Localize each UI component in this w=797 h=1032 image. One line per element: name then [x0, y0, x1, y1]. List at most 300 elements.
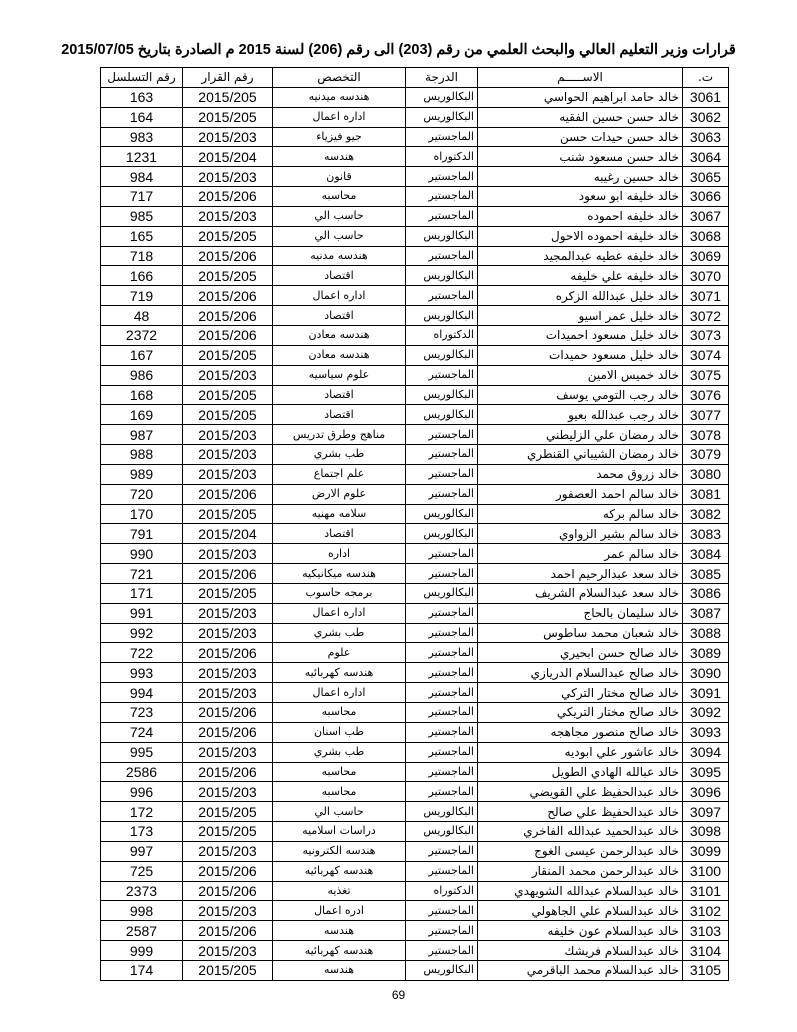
decision-number-cell: 2015/204: [183, 524, 273, 544]
specialty-cell: هندسه مدنيه: [273, 246, 406, 266]
name-cell: خالد خليل مسعود حميدات: [478, 345, 683, 365]
decision-number-cell: 2015/206: [183, 484, 273, 504]
decision-number-cell: 2015/205: [183, 822, 273, 842]
name-cell: خالد خليل عبدالله الزكره: [478, 286, 683, 306]
specialty-cell: تغذيه: [273, 881, 406, 901]
specialty-cell: هندسه كهربائيه: [273, 941, 406, 961]
specialty-cell: هندسه ميدنيه: [273, 87, 406, 107]
serial-number-cell: 791: [101, 524, 183, 544]
decision-number-cell: 2015/205: [183, 405, 273, 425]
name-cell: خالد سعد عبدالسلام الشريف: [478, 583, 683, 603]
decision-number-cell: 2015/206: [183, 187, 273, 207]
serial-number-cell: 989: [101, 464, 183, 484]
name-cell: خالد عبالله الهادي الطويل: [478, 762, 683, 782]
specialty-cell: اقتصاد: [273, 385, 406, 405]
decision-number-cell: 2015/206: [183, 921, 273, 941]
degree-cell: الماجستير: [406, 564, 478, 584]
degree-cell: الماجستير: [406, 127, 478, 147]
degree-cell: البكالوريس: [406, 226, 478, 246]
table-row: [101, 445, 729, 465]
name-cell: خالد عبدالسلام فريشك: [478, 941, 683, 961]
decision-number-cell: 2015/205: [183, 802, 273, 822]
table-body: [101, 87, 729, 980]
name-cell: خالد خليفه ابو سعود: [478, 187, 683, 207]
row-number-cell: 3100: [683, 861, 729, 881]
serial-number-cell: 1231: [101, 147, 183, 167]
degree-cell: الدكتوراه: [406, 147, 478, 167]
name-cell: خالد خليل مسعود احميدات: [478, 325, 683, 345]
name-cell: خالد عاشور علي ابوديه: [478, 742, 683, 762]
table-row: [101, 87, 729, 107]
decisions-table: [100, 67, 729, 981]
decision-number-cell: 2015/203: [183, 663, 273, 683]
decision-number-cell: 2015/206: [183, 703, 273, 723]
row-number-cell: 3082: [683, 504, 729, 524]
degree-cell: البكالوريس: [406, 405, 478, 425]
table-row: [101, 564, 729, 584]
degree-cell: الماجستير: [406, 464, 478, 484]
serial-number-cell: 723: [101, 703, 183, 723]
name-cell: خالد عبدالحفيظ علي القويضي: [478, 782, 683, 802]
row-number-cell: 3066: [683, 187, 729, 207]
name-cell: خالد شعبان محمد ساطوس: [478, 623, 683, 643]
row-number-cell: 3102: [683, 901, 729, 921]
name-cell: خالد حامد ابراهيم الحواسي: [478, 87, 683, 107]
row-number-cell: 3090: [683, 663, 729, 683]
row-number-cell: 3081: [683, 484, 729, 504]
degree-cell: الماجستير: [406, 782, 478, 802]
name-cell: خالد عبدالسلام محمد الباقرمي: [478, 960, 683, 980]
specialty-cell: طب بشري: [273, 623, 406, 643]
specialty-cell: علوم الارض: [273, 484, 406, 504]
table-row: [101, 266, 729, 286]
name-cell: خالد عبدالرحمن عيسى الغوج: [478, 841, 683, 861]
row-number-cell: 3069: [683, 246, 729, 266]
specialty-cell: اقتصاد: [273, 524, 406, 544]
serial-number-cell: 2586: [101, 762, 183, 782]
table-row: [101, 306, 729, 326]
table-row: [101, 484, 729, 504]
decision-number-cell: 2015/206: [183, 325, 273, 345]
row-number-cell: 3068: [683, 226, 729, 246]
degree-cell: الماجستير: [406, 703, 478, 723]
decision-number-cell: 2015/206: [183, 306, 273, 326]
table-row: [101, 504, 729, 524]
specialty-cell: اقتصاد: [273, 306, 406, 326]
specialty-cell: طب بشري: [273, 445, 406, 465]
table-row: [101, 127, 729, 147]
decision-number-cell: 2015/203: [183, 603, 273, 623]
row-number-cell: 3064: [683, 147, 729, 167]
degree-cell: الماجستير: [406, 206, 478, 226]
row-number-cell: 3087: [683, 603, 729, 623]
degree-cell: الماجستير: [406, 187, 478, 207]
table-row: [101, 960, 729, 980]
serial-number-cell: 172: [101, 802, 183, 822]
table-row: [101, 663, 729, 683]
row-number-cell: 3098: [683, 822, 729, 842]
specialty-cell: جيو فيزياء: [273, 127, 406, 147]
name-cell: خالد عبدالرحمن محمد المنقار: [478, 861, 683, 881]
degree-cell: البكالوريس: [406, 87, 478, 107]
degree-cell: الدكتوراه: [406, 325, 478, 345]
specialty-cell: علم اجتماع: [273, 464, 406, 484]
specialty-cell: ادره اعمال: [273, 901, 406, 921]
serial-number-cell: 170: [101, 504, 183, 524]
serial-number-cell: 991: [101, 603, 183, 623]
row-number-cell: 3085: [683, 564, 729, 584]
specialty-cell: هندسه معادن: [273, 325, 406, 345]
row-number-cell: 3076: [683, 385, 729, 405]
degree-cell: الماجستير: [406, 762, 478, 782]
degree-cell: البكالوريس: [406, 107, 478, 127]
table-row: [101, 683, 729, 703]
name-cell: خالد خليفه عطيه عبدالمجيد: [478, 246, 683, 266]
decision-number-cell: 2015/203: [183, 445, 273, 465]
name-cell: خالد حسن مسعود شنب: [478, 147, 683, 167]
header-decision: رقم القرار: [183, 68, 273, 88]
row-number-cell: 3103: [683, 921, 729, 941]
table-row: [101, 246, 729, 266]
specialty-cell: هندسه ميكانيكيه: [273, 564, 406, 584]
table-row: [101, 623, 729, 643]
table-row: [101, 464, 729, 484]
serial-number-cell: 2587: [101, 921, 183, 941]
specialty-cell: هندسه: [273, 147, 406, 167]
serial-number-cell: 171: [101, 583, 183, 603]
decision-number-cell: 2015/203: [183, 742, 273, 762]
specialty-cell: علوم: [273, 643, 406, 663]
serial-number-cell: 993: [101, 663, 183, 683]
specialty-cell: سلامه مهنيه: [273, 504, 406, 524]
serial-number-cell: 990: [101, 544, 183, 564]
degree-cell: البكالوريس: [406, 306, 478, 326]
row-number-cell: 3083: [683, 524, 729, 544]
table-row: [101, 901, 729, 921]
specialty-cell: محاسبه: [273, 187, 406, 207]
specialty-cell: هندسه: [273, 921, 406, 941]
row-number-cell: 3072: [683, 306, 729, 326]
specialty-cell: اقتصاد: [273, 266, 406, 286]
degree-cell: البكالوريس: [406, 524, 478, 544]
name-cell: خالد زروق محمد: [478, 464, 683, 484]
decision-number-cell: 2015/203: [183, 623, 273, 643]
name-cell: خالد صالح عبدالسلام الدريازي: [478, 663, 683, 683]
decision-number-cell: 2015/206: [183, 861, 273, 881]
specialty-cell: اقتصاد: [273, 405, 406, 425]
row-number-cell: 3073: [683, 325, 729, 345]
decision-number-cell: 2015/206: [183, 722, 273, 742]
decision-number-cell: 2015/203: [183, 683, 273, 703]
degree-cell: البكالوريس: [406, 385, 478, 405]
row-number-cell: 3093: [683, 722, 729, 742]
table-row: [101, 782, 729, 802]
decision-number-cell: 2015/205: [183, 583, 273, 603]
table-row: [101, 762, 729, 782]
name-cell: خالد حسن حيدات حسن: [478, 127, 683, 147]
name-cell: خالد عبدالسلام عبدالله الشويهدي: [478, 881, 683, 901]
table-row: [101, 167, 729, 187]
row-number-cell: 3101: [683, 881, 729, 901]
table-row: [101, 583, 729, 603]
specialty-cell: حاسب الي: [273, 802, 406, 822]
name-cell: خالد عبدالسلام عون خليفه: [478, 921, 683, 941]
degree-cell: البكالوريس: [406, 345, 478, 365]
specialty-cell: مناهج وطرق تدريس: [273, 425, 406, 445]
decision-number-cell: 2015/205: [183, 107, 273, 127]
serial-number-cell: 725: [101, 861, 183, 881]
specialty-cell: حاسب الي: [273, 206, 406, 226]
decision-number-cell: 2015/203: [183, 365, 273, 385]
decision-number-cell: 2015/205: [183, 266, 273, 286]
degree-cell: الماجستير: [406, 941, 478, 961]
serial-number-cell: 997: [101, 841, 183, 861]
row-number-cell: 3070: [683, 266, 729, 286]
specialty-cell: طب بشري: [273, 742, 406, 762]
specialty-cell: علوم سياسيه: [273, 365, 406, 385]
table-row: [101, 742, 729, 762]
degree-cell: الماجستير: [406, 722, 478, 742]
table-row: [101, 941, 729, 961]
serial-number-cell: 722: [101, 643, 183, 663]
specialty-cell: هندسه كهربائيه: [273, 861, 406, 881]
table-row: [101, 187, 729, 207]
page-number: 69: [391, 988, 406, 1002]
specialty-cell: محاسبه: [273, 782, 406, 802]
specialty-cell: محاسبه: [273, 703, 406, 723]
degree-cell: الماجستير: [406, 445, 478, 465]
header-specialty: التخصص: [273, 68, 406, 88]
degree-cell: البكالوريس: [406, 802, 478, 822]
row-number-cell: 3091: [683, 683, 729, 703]
name-cell: خالد خليفه احموده الاحول: [478, 226, 683, 246]
table-row: [101, 841, 729, 861]
decision-number-cell: 2015/205: [183, 960, 273, 980]
degree-cell: الماجستير: [406, 742, 478, 762]
serial-number-cell: 719: [101, 286, 183, 306]
degree-cell: الماجستير: [406, 623, 478, 643]
row-number-cell: 3092: [683, 703, 729, 723]
decision-number-cell: 2015/205: [183, 504, 273, 524]
specialty-cell: قانون: [273, 167, 406, 187]
row-number-cell: 3077: [683, 405, 729, 425]
serial-number-cell: 988: [101, 445, 183, 465]
decision-number-cell: 2015/205: [183, 87, 273, 107]
row-number-cell: 3061: [683, 87, 729, 107]
degree-cell: الماجستير: [406, 286, 478, 306]
name-cell: خالد صالح منصور مجاهجه: [478, 722, 683, 742]
row-number-cell: 3065: [683, 167, 729, 187]
decision-number-cell: 2015/203: [183, 941, 273, 961]
table-row: [101, 802, 729, 822]
row-number-cell: 3079: [683, 445, 729, 465]
header-degree: الدرجة: [406, 68, 478, 88]
table-row: [101, 822, 729, 842]
row-number-cell: 3071: [683, 286, 729, 306]
row-number-cell: 3075: [683, 365, 729, 385]
name-cell: خالد حسين رغيبه: [478, 167, 683, 187]
table-row: [101, 286, 729, 306]
name-cell: خالد سليمان بالحاج: [478, 603, 683, 623]
degree-cell: الماجستير: [406, 901, 478, 921]
decision-number-cell: 2015/206: [183, 643, 273, 663]
decision-number-cell: 2015/203: [183, 167, 273, 187]
degree-cell: البكالوريس: [406, 583, 478, 603]
row-number-cell: 3063: [683, 127, 729, 147]
row-number-cell: 3067: [683, 206, 729, 226]
decision-number-cell: 2015/204: [183, 147, 273, 167]
specialty-cell: دراسات اسلاميه: [273, 822, 406, 842]
row-number-cell: 3084: [683, 544, 729, 564]
row-number-cell: 3078: [683, 425, 729, 445]
specialty-cell: اداره: [273, 544, 406, 564]
row-number-cell: 3099: [683, 841, 729, 861]
row-number-cell: 3086: [683, 583, 729, 603]
serial-number-cell: 167: [101, 345, 183, 365]
decision-number-cell: 2015/203: [183, 425, 273, 445]
degree-cell: الماجستير: [406, 544, 478, 564]
table-row: [101, 703, 729, 723]
serial-number-cell: 724: [101, 722, 183, 742]
name-cell: خالد رجب عبدالله بعيو: [478, 405, 683, 425]
name-cell: خالد صالح مختار التركي: [478, 683, 683, 703]
degree-cell: البكالوريس: [406, 504, 478, 524]
table-row: [101, 524, 729, 544]
degree-cell: الماجستير: [406, 603, 478, 623]
serial-number-cell: 164: [101, 107, 183, 127]
serial-number-cell: 2373: [101, 881, 183, 901]
table-row: [101, 385, 729, 405]
degree-cell: البكالوريس: [406, 266, 478, 286]
decision-number-cell: 2015/206: [183, 246, 273, 266]
serial-number-cell: 996: [101, 782, 183, 802]
table-row: [101, 226, 729, 246]
degree-cell: الماجستير: [406, 425, 478, 445]
row-number-cell: 3074: [683, 345, 729, 365]
header-name: الاســـــم: [478, 68, 683, 88]
name-cell: خالد خميس الامين: [478, 365, 683, 385]
degree-cell: الماجستير: [406, 167, 478, 187]
degree-cell: الماجستير: [406, 663, 478, 683]
degree-cell: الماجستير: [406, 246, 478, 266]
name-cell: خالد سالم احمد العصفور: [478, 484, 683, 504]
row-number-cell: 3096: [683, 782, 729, 802]
degree-cell: البكالوريس: [406, 822, 478, 842]
specialty-cell: هندسه: [273, 960, 406, 980]
decision-number-cell: 2015/205: [183, 226, 273, 246]
serial-number-cell: 983: [101, 127, 183, 147]
row-number-cell: 3097: [683, 802, 729, 822]
table-row: [101, 325, 729, 345]
header-serial: رقم التسلسل: [101, 68, 183, 88]
serial-number-cell: 986: [101, 365, 183, 385]
row-number-cell: 3094: [683, 742, 729, 762]
decision-number-cell: 2015/203: [183, 782, 273, 802]
serial-number-cell: 169: [101, 405, 183, 425]
page-title: قرارات وزير التعليم العالي والبحث العلمي من رقم (203) الى رقم (206) لسنة 2015 م الصادرة بتاريخ 2015/07/05: [61, 42, 736, 58]
row-number-cell: 3104: [683, 941, 729, 961]
specialty-cell: برمجه حاسوب: [273, 583, 406, 603]
serial-number-cell: 163: [101, 87, 183, 107]
decision-number-cell: 2015/205: [183, 345, 273, 365]
name-cell: خالد سالم عمر: [478, 544, 683, 564]
serial-number-cell: 717: [101, 187, 183, 207]
specialty-cell: اداره اعمال: [273, 286, 406, 306]
serial-number-cell: 165: [101, 226, 183, 246]
serial-number-cell: 173: [101, 822, 183, 842]
degree-cell: البكالوريس: [406, 960, 478, 980]
decision-number-cell: 2015/203: [183, 127, 273, 147]
row-number-cell: 3080: [683, 464, 729, 484]
table-row: [101, 603, 729, 623]
table-row: [101, 107, 729, 127]
header-no: ت.: [683, 68, 729, 88]
serial-number-cell: 999: [101, 941, 183, 961]
specialty-cell: اداره اعمال: [273, 683, 406, 703]
name-cell: خالد سالم بشير الزواوي: [478, 524, 683, 544]
decision-number-cell: 2015/206: [183, 881, 273, 901]
serial-number-cell: 992: [101, 623, 183, 643]
table-row: [101, 722, 729, 742]
table-row: [101, 921, 729, 941]
table-row: [101, 881, 729, 901]
name-cell: خالد حسن حسين الفقيه: [478, 107, 683, 127]
table-row: [101, 206, 729, 226]
specialty-cell: طب اسنان: [273, 722, 406, 742]
name-cell: خالد صالح حسن ابحيري: [478, 643, 683, 663]
serial-number-cell: 166: [101, 266, 183, 286]
serial-number-cell: 720: [101, 484, 183, 504]
row-number-cell: 3105: [683, 960, 729, 980]
degree-cell: الماجستير: [406, 365, 478, 385]
degree-cell: الماجستير: [406, 841, 478, 861]
decision-number-cell: 2015/206: [183, 564, 273, 584]
degree-cell: الماجستير: [406, 484, 478, 504]
name-cell: خالد عبدالحميد عبدالله الفاخري: [478, 822, 683, 842]
name-cell: خالد عبدالسلام علي الجاهولي: [478, 901, 683, 921]
name-cell: خالد عبدالحفيظ علي صالح: [478, 802, 683, 822]
degree-cell: الماجستير: [406, 921, 478, 941]
row-number-cell: 3095: [683, 762, 729, 782]
table-row: [101, 365, 729, 385]
specialty-cell: هندسه الكترونيه: [273, 841, 406, 861]
serial-number-cell: 721: [101, 564, 183, 584]
specialty-cell: حاسب الي: [273, 226, 406, 246]
table-row: [101, 643, 729, 663]
table-row: [101, 544, 729, 564]
serial-number-cell: 984: [101, 167, 183, 187]
serial-number-cell: 987: [101, 425, 183, 445]
serial-number-cell: 994: [101, 683, 183, 703]
serial-number-cell: 998: [101, 901, 183, 921]
name-cell: خالد خليفه احموده: [478, 206, 683, 226]
decision-number-cell: 2015/203: [183, 464, 273, 484]
degree-cell: الماجستير: [406, 683, 478, 703]
name-cell: خالد سالم بركه: [478, 504, 683, 524]
name-cell: خالد خليفه علي خليفه: [478, 266, 683, 286]
name-cell: خالد رمضان الشيباني القنطري: [478, 445, 683, 465]
decision-number-cell: 2015/206: [183, 286, 273, 306]
serial-number-cell: 48: [101, 306, 183, 326]
decision-number-cell: 2015/205: [183, 385, 273, 405]
table-row: [101, 405, 729, 425]
serial-number-cell: 985: [101, 206, 183, 226]
table-row: [101, 861, 729, 881]
decision-number-cell: 2015/203: [183, 841, 273, 861]
decision-number-cell: 2015/203: [183, 544, 273, 564]
decision-number-cell: 2015/203: [183, 901, 273, 921]
serial-number-cell: 174: [101, 960, 183, 980]
